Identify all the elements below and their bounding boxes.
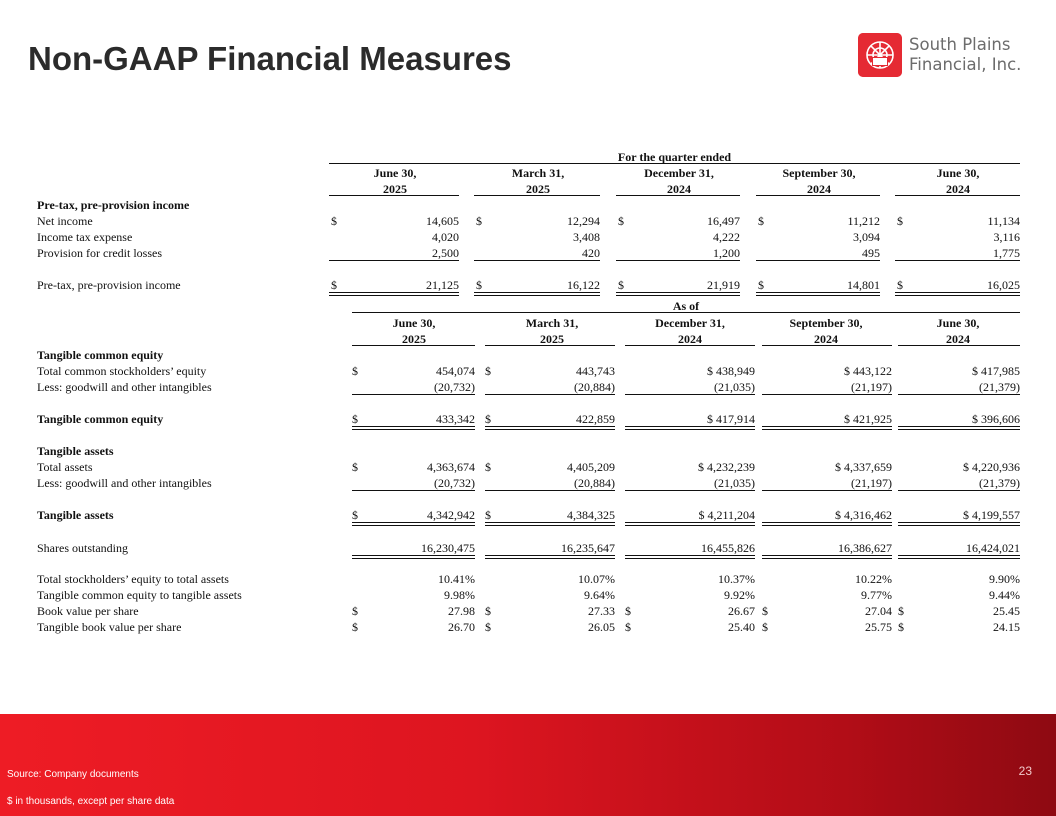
underline [329,163,1020,164]
table-cell: 16,455,826 [701,541,755,555]
row-label: Less: goodwill and other intangibles [37,476,212,490]
row-label: Net income [37,214,93,228]
table-cell: 4,384,325 [567,508,615,522]
table-cell: 2,500 [432,246,459,260]
double-underline [352,555,475,559]
double-underline [329,292,459,296]
table-cell: 433,342 [436,412,475,426]
table-cell: (20,732) [434,380,475,394]
dollar-sign: $ [485,364,491,378]
table-cell: 4,020 [432,230,459,244]
double-underline [616,292,740,296]
underline [485,394,615,395]
underline [329,195,459,196]
dollar-sign: $ [898,604,904,618]
table-cell: 11,134 [987,214,1020,228]
source-note: Source: Company documents [7,769,139,780]
double-underline [756,292,880,296]
underline [898,345,1020,346]
column-header: June 30, [936,166,980,180]
double-underline [474,292,600,296]
dollar-sign: $ [352,508,358,522]
table-cell: $ 4,199,557 [963,508,1020,522]
table-cell: 27.98 [448,604,475,618]
column-header: September 30, [789,316,863,330]
column-header: September 30, [782,166,856,180]
underline [625,345,755,346]
table-cell: 26.70 [448,620,475,634]
table-cell: 3,094 [853,230,880,244]
table-cell: 4,363,674 [427,460,475,474]
table-cell: (21,379) [979,476,1020,490]
group-header: For the quarter ended [617,150,732,164]
group-header: As of [672,299,700,313]
underline [625,394,755,395]
table-cell: 26.05 [588,620,615,634]
table-cell: 454,074 [436,364,475,378]
table-cell: (20,884) [574,476,615,490]
table-cell: $ 417,985 [972,364,1020,378]
section-heading: Pre-tax, pre-provision income [37,198,190,212]
dollar-sign: $ [352,364,358,378]
underline [616,260,740,261]
dollar-sign: $ [625,620,631,634]
double-underline [625,426,755,430]
table-cell: 443,743 [576,364,615,378]
table-cell: 16,386,627 [838,541,892,555]
logo-line-2: Financial, Inc. [909,55,1022,74]
dollar-sign: $ [485,412,491,426]
underline [756,260,880,261]
table-cell: 21,125 [426,278,459,292]
units-note: $ in thousands, except per share data [7,796,175,807]
table-cell: 10.41% [438,572,475,586]
table-cell: 25.75 [865,620,892,634]
dollar-sign: $ [758,214,764,228]
underline [352,345,475,346]
column-header: March 31, [511,166,565,180]
table-cell: $ 4,316,462 [835,508,892,522]
table-cell: 9.64% [584,588,615,602]
column-header-year: 2024 [946,182,970,196]
double-underline [762,555,892,559]
dollar-sign: $ [485,508,491,522]
table-cell: 16,025 [987,278,1020,292]
table-cell: 10.07% [578,572,615,586]
row-label: Tangible common equity [37,412,164,426]
table-cell: 1,775 [993,246,1020,260]
underline [352,312,1020,313]
table-cell: (20,884) [574,380,615,394]
table-cell: 14,801 [847,278,880,292]
row-label: Tangible common equity to tangible assets [37,588,242,602]
underline [485,490,615,491]
double-underline [485,426,615,430]
table-cell: 16,230,475 [421,541,475,555]
table-cell: 21,919 [707,278,740,292]
double-underline [762,426,892,430]
table-cell: 9.90% [989,572,1020,586]
section-heading: Tangible common equity [37,348,164,362]
column-header-year: 2024 [814,332,838,346]
column-header-year: 2025 [383,182,407,196]
underline [625,490,755,491]
dollar-sign: $ [476,278,482,292]
underline [616,195,740,196]
table-cell: $ 438,949 [707,364,755,378]
dollar-sign: $ [331,214,337,228]
underline [898,490,1020,491]
dollar-sign: $ [762,620,768,634]
double-underline [762,522,892,526]
table-cell: $ 4,211,204 [698,508,755,522]
row-label: Income tax expense [37,230,133,244]
double-underline [895,292,1020,296]
table-cell: (21,197) [851,380,892,394]
dollar-sign: $ [476,214,482,228]
column-header: June 30, [373,166,417,180]
row-label: Shares outstanding [37,541,128,555]
section-heading: Tangible assets [37,444,114,458]
table-cell: 9.44% [989,588,1020,602]
logo-line-1: South Plains [909,35,1011,54]
table-cell: 25.40 [728,620,755,634]
table-cell: $ 4,232,239 [698,460,755,474]
underline [762,345,892,346]
underline [352,394,475,395]
column-header-year: 2024 [807,182,831,196]
column-header: December 31, [644,166,714,180]
table-cell: 10.37% [718,572,755,586]
dollar-sign: $ [625,604,631,618]
dollar-sign: $ [352,620,358,634]
table-cell: $ 443,122 [844,364,892,378]
dollar-sign: $ [618,278,624,292]
table-cell: (21,035) [714,380,755,394]
row-label: Total stockholders’ equity to total assets [37,572,229,586]
table-cell: (21,035) [714,476,755,490]
table-cell: 24.15 [993,620,1020,634]
double-underline [625,555,755,559]
row-label: Total common stockholders’ equity [37,364,207,378]
table-cell: 9.77% [861,588,892,602]
dollar-sign: $ [485,620,491,634]
underline [474,260,600,261]
table-cell: 16,497 [707,214,740,228]
table-cell: (20,732) [434,476,475,490]
table-cell: 4,342,942 [427,508,475,522]
table-cell: 16,424,021 [966,541,1020,555]
table-cell: 10.22% [855,572,892,586]
underline [756,195,880,196]
table-cell: 9.92% [724,588,755,602]
table-cell: $ 4,337,659 [835,460,892,474]
underline [762,490,892,491]
table-cell: $ 4,220,936 [963,460,1020,474]
column-header: June 30, [936,316,980,330]
column-header-year: 2024 [946,332,970,346]
table-cell: 11,212 [847,214,880,228]
row-label: Total assets [37,460,93,474]
dollar-sign: $ [352,460,358,474]
dollar-sign: $ [485,460,491,474]
dollar-sign: $ [898,620,904,634]
row-label: Book value per share [37,604,139,618]
double-underline [898,555,1020,559]
column-header: March 31, [525,316,579,330]
table-cell: (21,197) [851,476,892,490]
dollar-sign: $ [331,278,337,292]
table-cell: 4,222 [713,230,740,244]
row-label: Tangible assets [37,508,114,522]
column-header-year: 2025 [402,332,426,346]
dollar-sign: $ [485,604,491,618]
column-header: June 30, [392,316,436,330]
column-header: December 31, [655,316,725,330]
table-cell: $ 417,914 [707,412,755,426]
table-cell: 16,122 [567,278,600,292]
underline [485,345,615,346]
double-underline [898,426,1020,430]
underline [352,490,475,491]
row-label: Provision for credit losses [37,246,162,260]
table-cell: $ 396,606 [972,412,1020,426]
table-cell: 1,200 [713,246,740,260]
table-cell: (21,379) [979,380,1020,394]
double-underline [352,522,475,526]
column-header-year: 2025 [540,332,564,346]
dollar-sign: $ [352,604,358,618]
double-underline [485,555,615,559]
dollar-sign: $ [762,604,768,618]
underline [895,260,1020,261]
table-cell: 495 [862,246,880,260]
table-cell: $ 421,925 [844,412,892,426]
column-header-year: 2025 [526,182,550,196]
table-cell: 420 [582,246,600,260]
underline [895,195,1020,196]
dollar-sign: $ [352,412,358,426]
table-cell: 3,116 [993,230,1020,244]
dollar-sign: $ [897,214,903,228]
double-underline [898,522,1020,526]
table-cell: 27.04 [865,604,892,618]
table-cell: 422,859 [576,412,615,426]
table-cell: 9.98% [444,588,475,602]
underline [474,195,600,196]
column-header-year: 2024 [678,332,702,346]
table-cell: 16,235,647 [561,541,615,555]
double-underline [485,522,615,526]
dollar-sign: $ [758,278,764,292]
row-label: Pre-tax, pre-provision income [37,278,181,292]
table-cell: 14,605 [426,214,459,228]
dollar-sign: $ [618,214,624,228]
row-label: Less: goodwill and other intangibles [37,380,212,394]
dollar-sign: $ [897,278,903,292]
page-number: 23 [1018,764,1032,778]
table-cell: 3,408 [573,230,600,244]
footer-band [0,714,1056,816]
double-underline [625,522,755,526]
row-label: Tangible book value per share [37,620,182,634]
underline [898,394,1020,395]
column-header-year: 2024 [667,182,691,196]
underline [329,260,459,261]
table-cell: 26.67 [728,604,755,618]
table-cell: 12,294 [567,214,600,228]
table-cell: 4,405,209 [567,460,615,474]
page-title: Non-GAAP Financial Measures [28,40,512,77]
table-cell: 25.45 [993,604,1020,618]
underline [762,394,892,395]
table-cell: 27.33 [588,604,615,618]
double-underline [352,426,475,430]
